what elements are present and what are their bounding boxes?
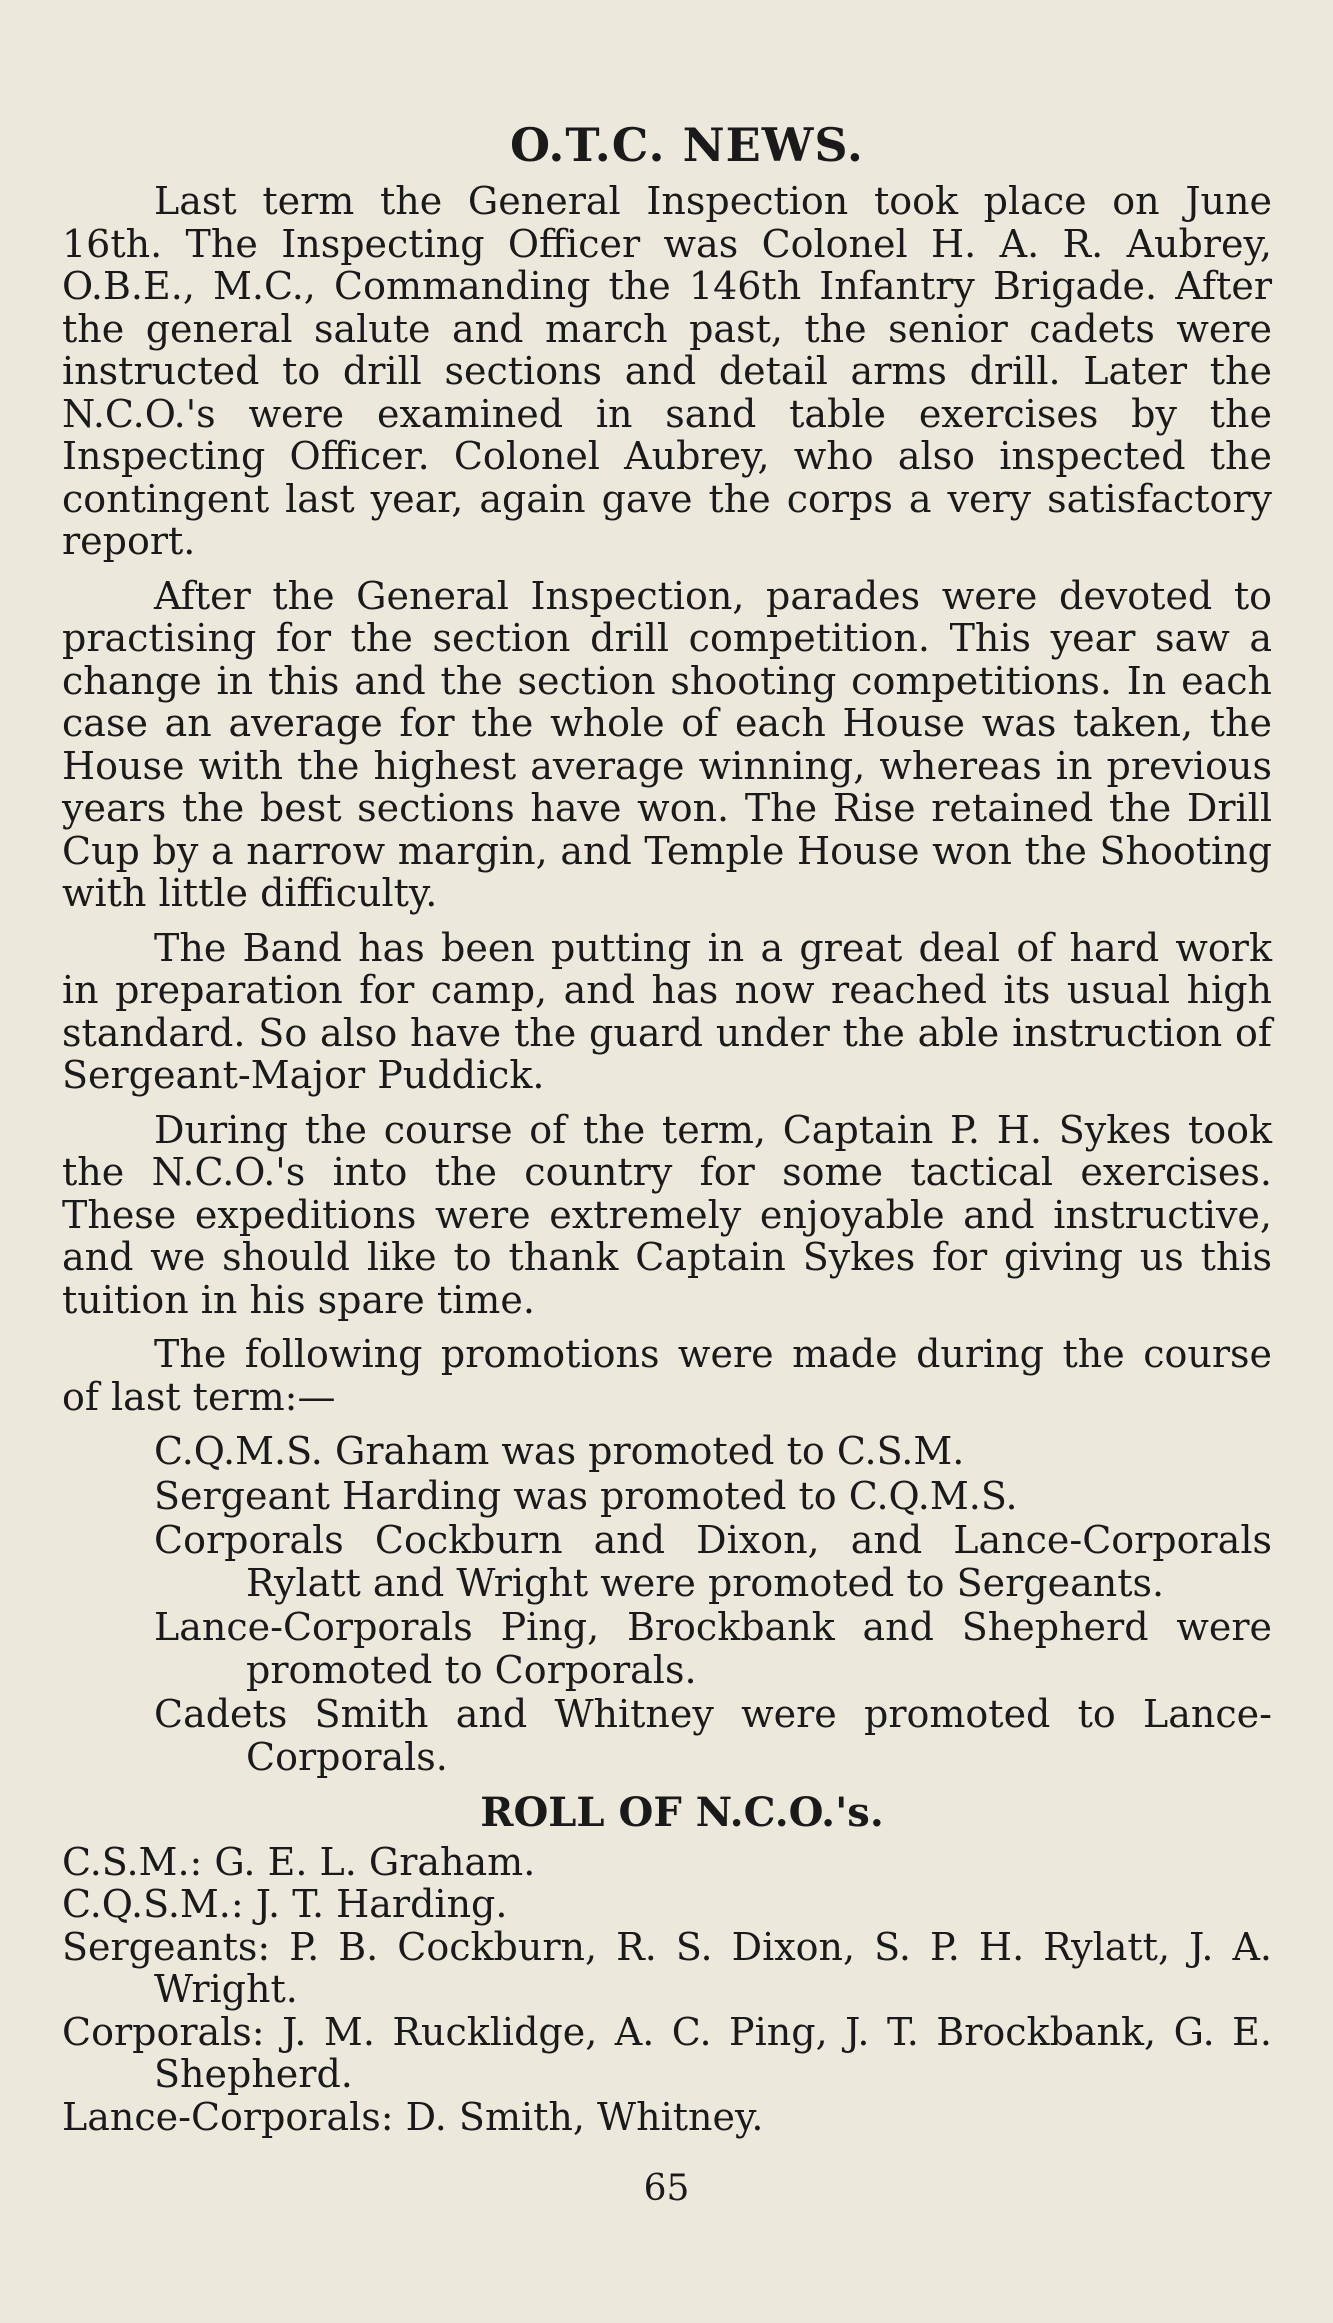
paragraph-band: The Band has been putting in a great deal of hard work in preparation for camp, and has now reached its usual high standard. So also have the guard under the able instruction of Sergeant-Major Puddick. — [62, 925, 1272, 1097]
roll-entry: C.Q.S.M.: J. T. Harding. — [62, 1882, 508, 1926]
promotion-item: C.Q.M.S. Graham was promoted to C.S.M. — [154, 1429, 965, 1473]
promotion-item: Sergeant Harding was promoted to C.Q.M.S. — [154, 1473, 1018, 1518]
paragraph-promotions-intro: The following promotions were made during the course of last term:— — [62, 1332, 1272, 1419]
promotions-list — [62, 1430, 1272, 1778]
roll-list — [62, 1841, 1272, 2139]
article-body — [62, 120, 1272, 2138]
paragraph-exercises: During the course of the term, Captain P. H. Sykes took the N.C.O.'s into the country for some tactical exercises. These expeditions were extremely enjoyable and instructive, and we should like to thank Captain Sykes for giving us this tuition in his spare time. — [62, 1107, 1272, 1322]
roll-entry: Lance-Corporals: D. Smith, Whitney. — [62, 2094, 764, 2139]
promotion-item: Corporals Cockburn and Dixon, and Lance-Corporals Rylatt and Wright were promoted to Sergeants. — [154, 1518, 1272, 1605]
page-number: 65 — [643, 2168, 690, 2209]
roll-heading: ROLL OF N.C.O.'s. — [480, 1789, 884, 1836]
roll-entry: C.S.M.: G. E. L. Graham. — [62, 1839, 536, 1884]
roll-entry: Corporals: J. M. Rucklidge, A. C. Ping, J. T. Brockbank, G. E. Shepherd. — [62, 2009, 1272, 2096]
roll-entry: Sergeants: P. B. Cockburn, R. S. Dixon, S. P. H. Rylatt, J. A. Wright. — [62, 1924, 1272, 2011]
paragraph-inspection: Last term the General Inspection took place on June 16th. The Inspecting Officer was Colonel H. A. R. Aubrey, O.B.E., M.C., Commanding the 146th Infantry Brigade. After the general salute and march past, the senior cadets were instructed to drill sections and detail arms drill. Later the N.C.O.'s were examined in sand table exercises by the Inspecting Officer. Colonel Aubrey, who also inspected the contingent last year, again gave the corps a very satisfactory report. — [62, 179, 1272, 563]
paragraph-competitions: After the General Inspection, parades were devoted to practising for the section drill competition. This year saw a change in this and the section shooting competitions. In each case an average for the whole of each House was taken, the House with the highest average winning, whereas in previous years the best sections have won. The Rise retained the Drill Cup by a narrow margin, and Temple House won the Shooting with little difficulty. — [62, 573, 1272, 915]
promotion-item: Cadets Smith and Whitney were promoted to Lance-Corporals. — [154, 1692, 1272, 1779]
article-title: O.T.C. NEWS. — [510, 118, 864, 172]
promotion-item: Lance-Corporals Ping, Brockbank and Shepherd were promoted to Corporals. — [154, 1605, 1272, 1692]
